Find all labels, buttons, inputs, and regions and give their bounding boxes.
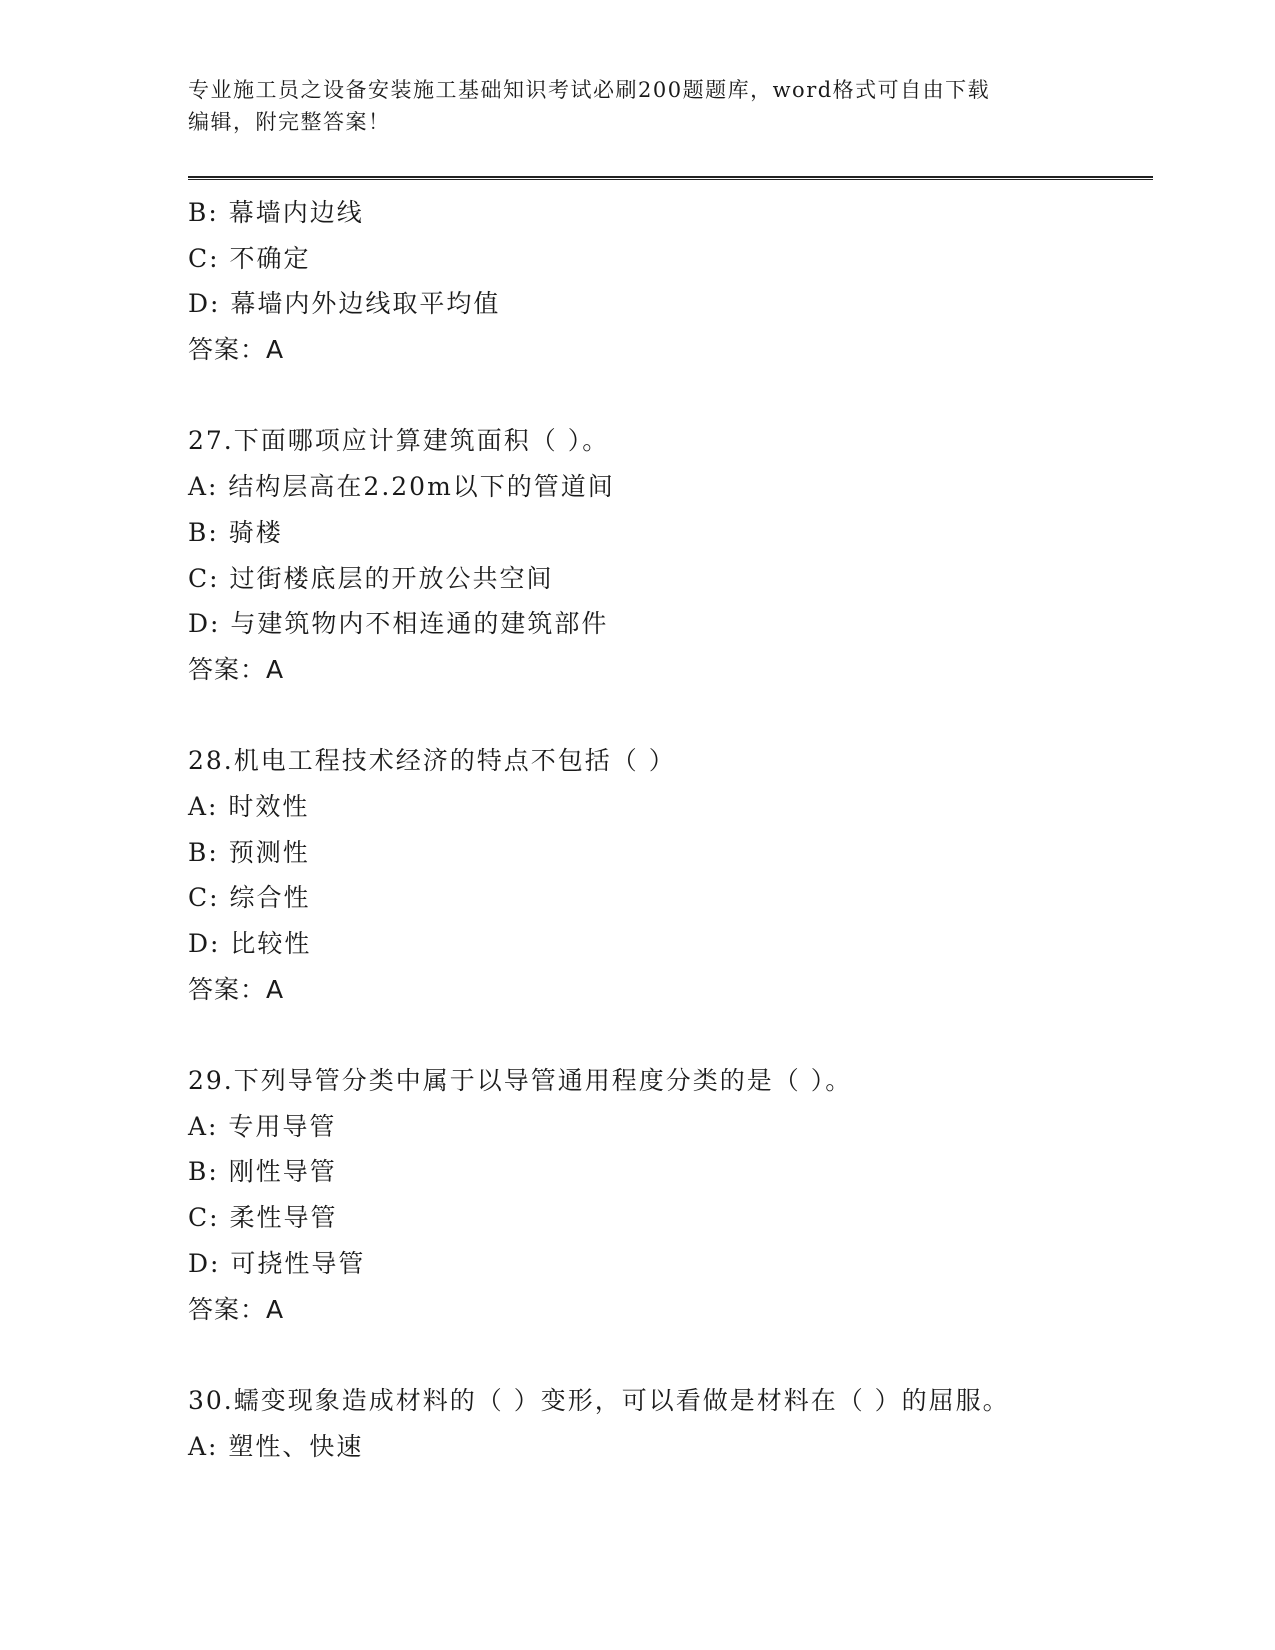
question-stem: 30.蠕变现象造成材料的（ ）变形，可以看做是材料在（ ）的屈服。 [188, 1385, 1010, 1415]
header-title-line-2: 编辑，附完整答案！ [188, 110, 391, 134]
question-28 [188, 738, 1153, 1012]
spacer [188, 693, 1153, 739]
option-a: A: 专用导管 [188, 1111, 337, 1141]
document-header [188, 74, 1088, 138]
answer-line: 答案：A [188, 654, 285, 684]
option-d: D: 与建筑物内不相连通的建筑部件 [188, 609, 609, 639]
option-b: B: 幕墙内边线 [188, 198, 364, 227]
option-a: A: 时效性 [188, 791, 310, 821]
question-30 [188, 1378, 1153, 1469]
option-b: B: 骑楼 [188, 517, 283, 547]
answer-line: 答案：A [188, 335, 285, 365]
option-d: D: 可挠性导管 [188, 1248, 366, 1278]
option-b: B: 预测性 [188, 837, 310, 867]
option-c: C: 不确定 [188, 243, 311, 273]
spacer [188, 1332, 1153, 1378]
header-divider [188, 176, 1153, 180]
question-26-continued [188, 190, 1153, 373]
answer-line: 答案：A [188, 1294, 285, 1324]
answer-line: 答案：A [188, 974, 285, 1004]
option-a: A: 结构层高在2.20m以下的管道间 [188, 472, 615, 502]
spacer [188, 373, 1153, 419]
option-c: C: 柔性导管 [188, 1203, 338, 1233]
option-a: A: 塑性、快速 [188, 1431, 364, 1461]
spacer [188, 1012, 1153, 1058]
question-27 [188, 418, 1153, 692]
option-c: C: 综合性 [188, 883, 311, 913]
question-list [188, 190, 1153, 1469]
option-d: D: 比较性 [188, 929, 312, 958]
question-stem: 29.下列导管分类中属于以导管通用程度分类的是（ ）。 [188, 1066, 853, 1096]
option-b: B: 刚性导管 [188, 1157, 337, 1187]
option-d: D: 幕墙内外边线取平均值 [188, 289, 501, 319]
header-title-line-1: 专业施工员之设备安装施工基础知识考试必刷200题题库，word格式可自由下载 [188, 78, 991, 102]
option-c: C: 过街楼底层的开放公共空间 [188, 563, 554, 593]
question-stem: 28.机电工程技术经济的特点不包括（ ） [188, 746, 676, 776]
question-29 [188, 1058, 1153, 1332]
question-stem: 27.下面哪项应计算建筑面积（ ）。 [188, 426, 610, 456]
